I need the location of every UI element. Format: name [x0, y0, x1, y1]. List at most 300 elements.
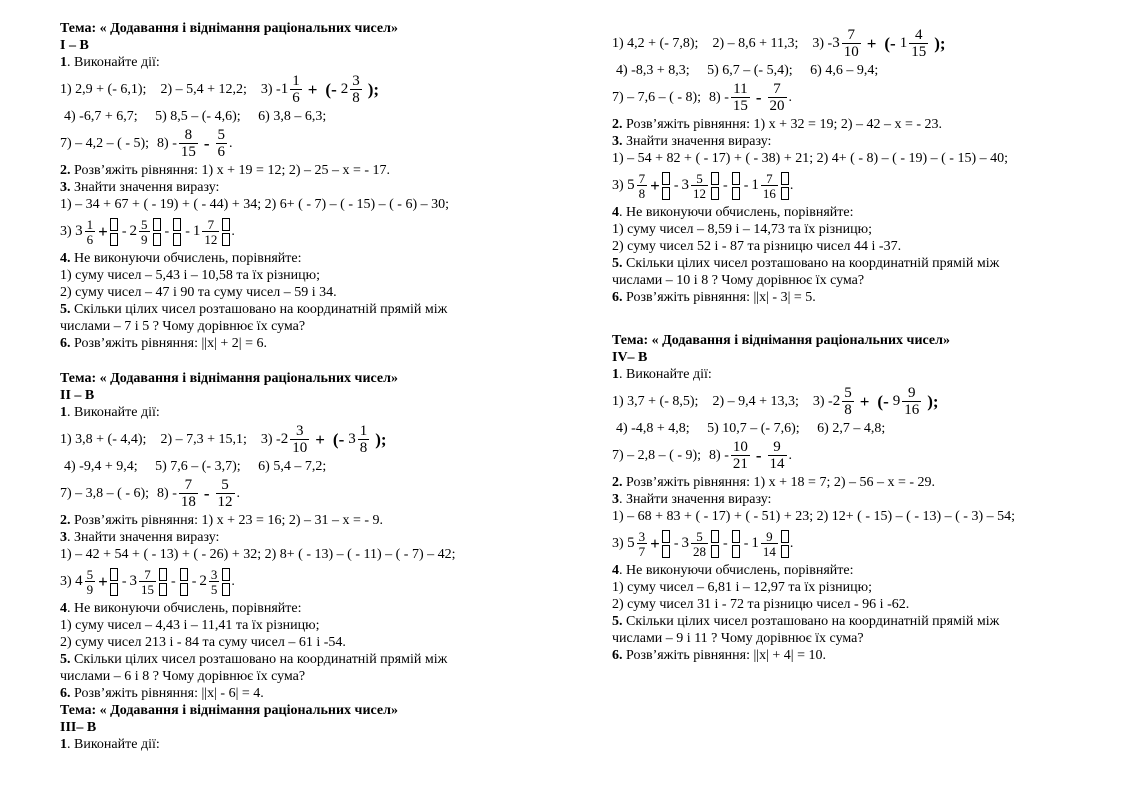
numerator: 1: [86, 216, 94, 232]
expr-prefix: 3): [612, 177, 624, 193]
task-3-line-1: 1) – 34 + 67 + ( - 19) + ( - 44) + 34; 2) 6+ ( - 7) – ( - 15) – ( - 6) – 30;: [60, 197, 450, 212]
placeholder-box: [662, 529, 670, 559]
expr-2: 2) – 8,6 + 11,3;: [712, 35, 799, 51]
task-number: 5.: [612, 256, 623, 271]
fraction: [691, 172, 708, 200]
operator: -: [673, 177, 679, 193]
mixed-whole: 3: [832, 35, 840, 51]
task-number: 6.: [612, 648, 623, 663]
task-text: Розв’яжіть рівняння: 1) х + 18 = 7; 2) – 56 – х = - 29.: [622, 475, 936, 490]
task-1-line-2: [64, 108, 540, 125]
fraction: [842, 28, 861, 60]
task-text: . Виконайте дії:: [67, 737, 160, 752]
task-5-line-2: числами – 7 і 5 ? Чому дорівнює їх сума?: [60, 319, 306, 334]
task-number: 1: [612, 367, 619, 382]
numerator: 7: [847, 26, 855, 43]
task-text: Розв’яжіть рівняння: 1) х + 19 = 12; 2) – 25 – х = - 17.: [70, 163, 391, 178]
mixed-whole: 3: [681, 177, 690, 193]
fraction: [85, 218, 96, 246]
mixed-whole: 4: [75, 573, 83, 589]
fraction: [350, 74, 362, 106]
task-text: . Знайти значення виразу:: [67, 530, 220, 545]
task-text: . Не виконуючи обчислень, порівняйте:: [67, 601, 302, 616]
operator: +: [859, 391, 870, 411]
fraction: [139, 568, 156, 596]
denominator: 12: [693, 185, 707, 201]
numerator: 5: [696, 528, 703, 544]
expr-6: 6) 3,8 – 6,3;: [258, 109, 327, 124]
fraction: [179, 128, 198, 160]
fraction: [637, 172, 648, 200]
task-1-heading: [612, 366, 1092, 383]
task-number: 1: [60, 55, 67, 70]
task-text: Розв’яжіть рівняння: 1) х + 32 = 19; 2) – 42 – х = - 23.: [622, 117, 943, 132]
operator: -: [121, 223, 127, 239]
denominator: 18: [180, 493, 196, 510]
task-number: 1: [60, 405, 67, 420]
fraction: [202, 218, 219, 246]
expr-8-prefix: 8) -: [709, 447, 729, 463]
numerator: 3: [210, 566, 218, 582]
denominator: 8: [359, 439, 368, 456]
operator: +: [866, 33, 877, 53]
expr-3-prefix: 3) -: [260, 431, 281, 447]
task-2: [60, 162, 540, 179]
fraction: [209, 568, 220, 596]
mixed-whole: 2: [280, 431, 289, 447]
operator: -: [203, 483, 210, 503]
numerator: 11: [733, 80, 748, 97]
period: .: [789, 177, 794, 193]
task-number: 3.: [612, 134, 623, 149]
mixed-whole: 1: [751, 535, 759, 551]
operator: -: [185, 223, 190, 239]
task-number: 5.: [60, 302, 71, 317]
task-3-line-2: [612, 525, 1092, 562]
equation: ||x| + 2| = 6.: [201, 336, 268, 351]
placeholder-box: [173, 217, 181, 247]
task-5-line-2: числами – 9 і 11 ? Чому дорівнює їх сума?: [612, 631, 864, 646]
task-text: Скільки цілих чисел розташовано на координатній прямій між: [622, 614, 1000, 629]
numerator: 1: [359, 422, 368, 439]
denominator: 6: [292, 89, 300, 106]
period: .: [788, 447, 793, 463]
fraction: [179, 478, 198, 510]
numerator: 10: [732, 438, 748, 455]
expr-prefix: 3): [60, 573, 72, 589]
paren-open: (-: [325, 79, 337, 99]
period: .: [789, 535, 794, 551]
task-3-line-1: 1) – 68 + 83 + ( - 17) + ( - 51) + 23; 2) 12+ ( - 15) – ( - 13) – ( - 3) – 54;: [612, 509, 1016, 524]
numerator: 8: [184, 126, 193, 143]
fraction: [358, 424, 370, 456]
mixed-whole: 3: [348, 431, 356, 447]
expr-5: 5) 7,6 – (- 3,7);: [155, 459, 241, 474]
denominator: 12: [217, 493, 233, 510]
topic-heading: Тема: « Додавання і віднімання раціональних чисел»: [60, 703, 398, 718]
denominator: 15: [180, 143, 196, 160]
placeholder-box: [153, 217, 161, 247]
variant-label: І – В: [60, 38, 89, 53]
task-4-heading: [60, 600, 540, 617]
mixed-whole: 2: [129, 223, 138, 239]
task-1-line-2: [64, 458, 540, 475]
period: .: [236, 485, 241, 501]
variant-1-block: [60, 20, 540, 352]
task-2: [612, 116, 1092, 133]
task-1-line-3: [60, 125, 540, 162]
denominator: 10: [292, 439, 308, 456]
mixed-whole: 1: [751, 177, 759, 193]
task-number: 2.: [60, 513, 71, 528]
task-number: 6.: [612, 290, 623, 305]
numerator: 7: [184, 476, 193, 493]
task-text: Скільки цілих чисел розташовано на координатній прямій між: [70, 302, 448, 317]
task-1-heading: [60, 736, 540, 753]
mixed-whole: 1: [192, 223, 201, 239]
period: .: [229, 135, 233, 151]
operator: -: [755, 445, 762, 465]
denominator: 8: [844, 401, 852, 418]
operator: +: [650, 533, 660, 553]
placeholder-box: [732, 529, 740, 559]
task-text: Розв’яжіть рівняння: 1) х + 23 = 16; 2) – 31 – х = - 9.: [70, 513, 384, 528]
task-4-heading: [60, 250, 540, 267]
task-1-line-2: [616, 420, 1092, 437]
expr-3-prefix: 3) -: [812, 393, 833, 409]
placeholder-box: [711, 529, 719, 559]
expr-5: 5) 6,7 – (- 5,4);: [707, 63, 793, 78]
task-3-heading: [60, 179, 540, 196]
variant-label: ІІІ– В: [60, 720, 97, 735]
denominator: 16: [904, 401, 920, 418]
task-number: 4: [612, 205, 619, 220]
expr-4: 4) -8,3 + 8,3;: [616, 63, 690, 78]
denominator: 9: [86, 581, 94, 597]
task-text: Знайти значення виразу:: [622, 134, 772, 149]
task-4-line-2: 2) суму чисел 213 і - 84 та суму чисел – 61 і -54.: [60, 635, 346, 650]
placeholder-box: [711, 171, 719, 201]
mixed-whole: 2: [832, 393, 841, 409]
expr-5: 5) 8,5 – (- 4,6);: [155, 109, 241, 124]
fraction: [761, 172, 778, 200]
expr-1: 1) 3,8 + (- 4,4);: [60, 431, 147, 447]
fraction: [902, 386, 921, 418]
task-3-line-2: [60, 563, 540, 600]
task-5-heading: [60, 651, 540, 668]
task-1-line-3: [60, 475, 540, 512]
task-text: Скільки цілих чисел розташовано на координатній прямій між: [622, 256, 1000, 271]
operator: +: [315, 429, 325, 449]
expr-3-prefix: 3) -: [260, 81, 281, 97]
denominator: 9: [141, 231, 148, 247]
placeholder-box: [159, 567, 167, 597]
numerator: 7: [773, 80, 781, 97]
denominator: 21: [732, 455, 748, 472]
period: .: [231, 223, 235, 239]
expr-7: 7) – 2,8 – ( - 9);: [612, 447, 702, 463]
task-text: Не виконуючи обчислень, порівняйте:: [70, 251, 302, 266]
paren-close: );: [927, 391, 939, 411]
fraction: [761, 530, 778, 558]
task-5-line-2: числами – 6 і 8 ? Чому дорівнює їх сума?: [60, 669, 306, 684]
topic-heading: Тема: « Додавання і віднімання раціональних чисел»: [60, 371, 398, 386]
task-text: Знайти значення виразу:: [70, 180, 220, 195]
numerator: 3: [352, 72, 360, 89]
equation: ||x| + 4| = 10.: [753, 648, 827, 663]
task-3-heading: [612, 133, 1092, 150]
placeholder-box: [180, 567, 188, 597]
paren-open: (-: [877, 391, 889, 411]
paren-close: );: [375, 429, 387, 449]
placeholder-box: [781, 171, 789, 201]
expr-7: 7) – 3,8 – ( - 6);: [60, 485, 150, 501]
operator: -: [755, 87, 762, 107]
expr-8-prefix: 8) -: [157, 485, 177, 501]
task-5-heading: [60, 301, 540, 318]
expr-7: 7) – 7,6 – ( - 8);: [612, 89, 702, 105]
period: .: [231, 573, 235, 589]
expr-1: 1) 2,9 + (- 6,1);: [60, 81, 147, 97]
task-number: 5.: [612, 614, 623, 629]
task-number: 1: [60, 737, 67, 752]
task-4-heading: [612, 562, 1092, 579]
task-number: 3: [60, 530, 67, 545]
expr-2: 2) – 9,4 + 13,3;: [712, 393, 799, 409]
equation: ||x| - 6| = 4.: [201, 686, 264, 701]
numerator: 3: [295, 422, 304, 439]
left-column: [60, 20, 540, 753]
task-4-line-1: 1) суму чисел – 4,43 і – 11,41 та їх різницю;: [60, 618, 320, 633]
variant-label: ІV– В: [612, 350, 648, 365]
operator: +: [98, 221, 108, 241]
fraction: [85, 568, 96, 596]
operator: +: [307, 79, 318, 99]
mixed-whole: 1: [280, 81, 289, 97]
placeholder-box: [732, 171, 740, 201]
expr-1: 1) 4,2 + (- 7,8);: [612, 35, 699, 51]
task-1-line-3: [612, 79, 1092, 116]
fraction: [909, 28, 928, 60]
task-text: . Знайти значення виразу:: [619, 492, 772, 507]
task-number: 5.: [60, 652, 71, 667]
mixed-whole: 5: [627, 535, 635, 551]
operator: -: [723, 177, 728, 193]
paren-open: (-: [884, 33, 896, 53]
fraction: [139, 218, 150, 246]
task-text: . Виконайте дії:: [67, 405, 160, 420]
equation: ||x| - 3| = 5.: [753, 290, 816, 305]
variant-3-block: [612, 25, 1092, 306]
numerator: 5: [141, 216, 148, 232]
fraction: [768, 82, 787, 114]
operator: -: [171, 573, 176, 589]
numerator: 5: [86, 566, 94, 582]
operator: -: [121, 573, 127, 589]
expr-6: 6) 2,7 – 4,8;: [817, 421, 886, 436]
right-column: [612, 25, 1092, 664]
task-4-line-1: 1) суму чисел – 5,43 і – 10,58 та їх різницю;: [60, 268, 321, 283]
paren-close: );: [367, 79, 380, 99]
variant-3-header: [60, 702, 540, 753]
task-text: . Не виконуючи обчислень, порівняйте:: [619, 563, 854, 578]
denominator: 15: [732, 97, 748, 114]
fraction: [637, 530, 648, 558]
task-4-heading: [612, 204, 1092, 221]
operator: -: [673, 535, 679, 551]
task-3-line-1: 1) – 54 + 82 + ( - 17) + ( - 38) + 21; 2) 4+ ( - 8) – ( - 19) – ( - 15) – 40;: [612, 151, 1009, 166]
numerator: 3: [638, 528, 646, 544]
placeholder-box: [781, 529, 789, 559]
task-3-heading: [612, 491, 1092, 508]
fraction: [731, 82, 750, 114]
task-5-line-2: числами – 10 і 8 ? Чому дорівнює їх сума?: [612, 273, 865, 288]
task-text: Скільки цілих чисел розташовано на координатній прямій між: [70, 652, 448, 667]
fraction: [731, 440, 750, 472]
expr-2: 2) – 7,3 + 15,1;: [160, 431, 247, 447]
placeholder-box: [110, 567, 118, 597]
task-4-line-2: 2) суму чисел 52 і - 87 та різницю чисел 44 і -37.: [612, 239, 902, 254]
expr-5: 5) 10,7 – (- 7,6);: [707, 421, 800, 436]
placeholder-box: [222, 567, 230, 597]
denominator: 12: [204, 231, 218, 247]
denominator: 15: [141, 581, 155, 597]
numerator: 7: [207, 216, 215, 232]
period: .: [788, 89, 793, 105]
task-6: [612, 647, 1092, 664]
denominator: 6: [86, 231, 94, 247]
task-number: 3: [612, 492, 619, 507]
expr-7: 7) – 4,2 – ( - 5);: [60, 135, 150, 151]
fraction: [216, 478, 235, 510]
numerator: 9: [907, 384, 916, 401]
expr-6: 6) 4,6 – 9,4;: [810, 63, 879, 78]
mixed-whole: 3: [681, 535, 690, 551]
expr-prefix: 3): [60, 223, 72, 239]
expr-8-prefix: 8) -: [709, 89, 729, 105]
task-4-line-1: 1) суму чисел – 6,81 і – 12,97 та їх різницю;: [612, 580, 873, 595]
task-1-line-1: [60, 71, 540, 108]
numerator: 5: [844, 384, 852, 401]
expr-4: 4) -9,4 + 9,4;: [64, 459, 138, 474]
topic-heading: Тема: « Додавання і віднімання раціональних чисел»: [612, 333, 950, 348]
denominator: 16: [762, 185, 776, 201]
task-number: 2.: [612, 475, 623, 490]
task-1-line-1: [612, 383, 1092, 420]
fraction: [691, 530, 708, 558]
paren-close: );: [934, 33, 946, 53]
numerator: 9: [766, 528, 773, 544]
task-number: 4: [60, 601, 67, 616]
fraction: [216, 128, 228, 160]
task-1-line-1: [60, 421, 540, 458]
variant-4-block: [612, 332, 1092, 664]
operator: -: [723, 535, 728, 551]
task-text: . Виконайте дії:: [619, 367, 712, 382]
task-2: [612, 474, 1092, 491]
numerator: 5: [217, 126, 226, 143]
task-1-line-2: [616, 62, 1092, 79]
expr-4: 4) -6,7 + 6,7;: [64, 109, 138, 124]
expr-2: 2) – 5,4 + 12,2;: [160, 81, 247, 97]
task-number: 2.: [60, 163, 71, 178]
task-1-line-3: [612, 437, 1092, 474]
task-text: Розв’яжіть рівняння:: [622, 648, 750, 663]
variant-label: ІІ – В: [60, 388, 95, 403]
numerator: 7: [144, 566, 151, 582]
operator: -: [743, 177, 749, 193]
denominator: 6: [217, 143, 226, 160]
task-6: [612, 289, 1092, 306]
denominator: 20: [769, 97, 785, 114]
task-5-heading: [612, 613, 1092, 630]
task-2: [60, 512, 540, 529]
task-text: . Не виконуючи обчислень, порівняйте:: [619, 205, 854, 220]
fraction: [290, 424, 309, 456]
variant-2-block: [60, 370, 540, 702]
task-number: 2.: [612, 117, 623, 132]
numerator: 7: [766, 170, 773, 186]
denominator: 5: [210, 581, 218, 597]
mixed-whole: 2: [199, 573, 207, 589]
task-number: 3.: [60, 180, 71, 195]
task-number: 6.: [60, 336, 71, 351]
operator: -: [203, 133, 210, 153]
mixed-whole: 5: [627, 177, 635, 193]
task-3-heading: [60, 529, 540, 546]
expr-6: 6) 5,4 – 7,2;: [258, 459, 327, 474]
fraction: [290, 74, 302, 106]
task-6: [60, 335, 540, 352]
task-5-heading: [612, 255, 1092, 272]
denominator: 28: [693, 543, 707, 559]
task-text: Розв’яжіть рівняння:: [70, 336, 198, 351]
denominator: 14: [762, 543, 776, 559]
numerator: 4: [914, 26, 923, 43]
operator: -: [191, 573, 197, 589]
task-1-heading: [60, 54, 540, 71]
task-3-line-1: 1) – 42 + 54 + ( - 13) + ( - 26) + 32; 2) 8+ ( - 13) – ( - 11) – ( - 7) – 42;: [60, 547, 456, 562]
task-4-line-1: 1) суму чисел – 8,59 і – 14,73 та їх різницю;: [612, 222, 873, 237]
expr-1: 1) 3,7 + (- 8,5);: [612, 393, 699, 409]
topic-heading: Тема: « Додавання і віднімання раціональних чисел»: [60, 21, 398, 36]
task-4-line-2: 2) суму чисел – 47 і 90 та суму чисел – 59 і 34.: [60, 285, 337, 300]
operator: -: [743, 535, 749, 551]
task-1-heading: [60, 404, 540, 421]
task-4-line-2: 2) суму чисел 31 і - 72 та різницю чисел - 96 і -62.: [612, 597, 910, 612]
paren-open: (-: [332, 429, 345, 449]
denominator: 10: [843, 43, 859, 60]
numerator: 5: [696, 170, 703, 186]
expr-4: 4) -4,8 + 4,8;: [616, 421, 690, 436]
task-number: 6.: [60, 686, 71, 701]
denominator: 15: [911, 43, 927, 60]
expr-3-prefix: 3) -: [812, 35, 833, 51]
denominator: 14: [769, 455, 785, 472]
mixed-whole: 2: [340, 81, 349, 97]
task-3-line-2: [60, 213, 540, 250]
task-text: Розв’яжіть рівняння:: [70, 686, 198, 701]
placeholder-box: [662, 171, 670, 201]
placeholder-box: [110, 217, 118, 247]
task-1-line-1: [612, 25, 1092, 62]
task-6: [60, 685, 540, 702]
numerator: 9: [773, 438, 781, 455]
numerator: 5: [221, 476, 229, 493]
placeholder-box: [222, 217, 230, 247]
denominator: 8: [638, 185, 646, 201]
mixed-whole: 1: [899, 35, 908, 51]
